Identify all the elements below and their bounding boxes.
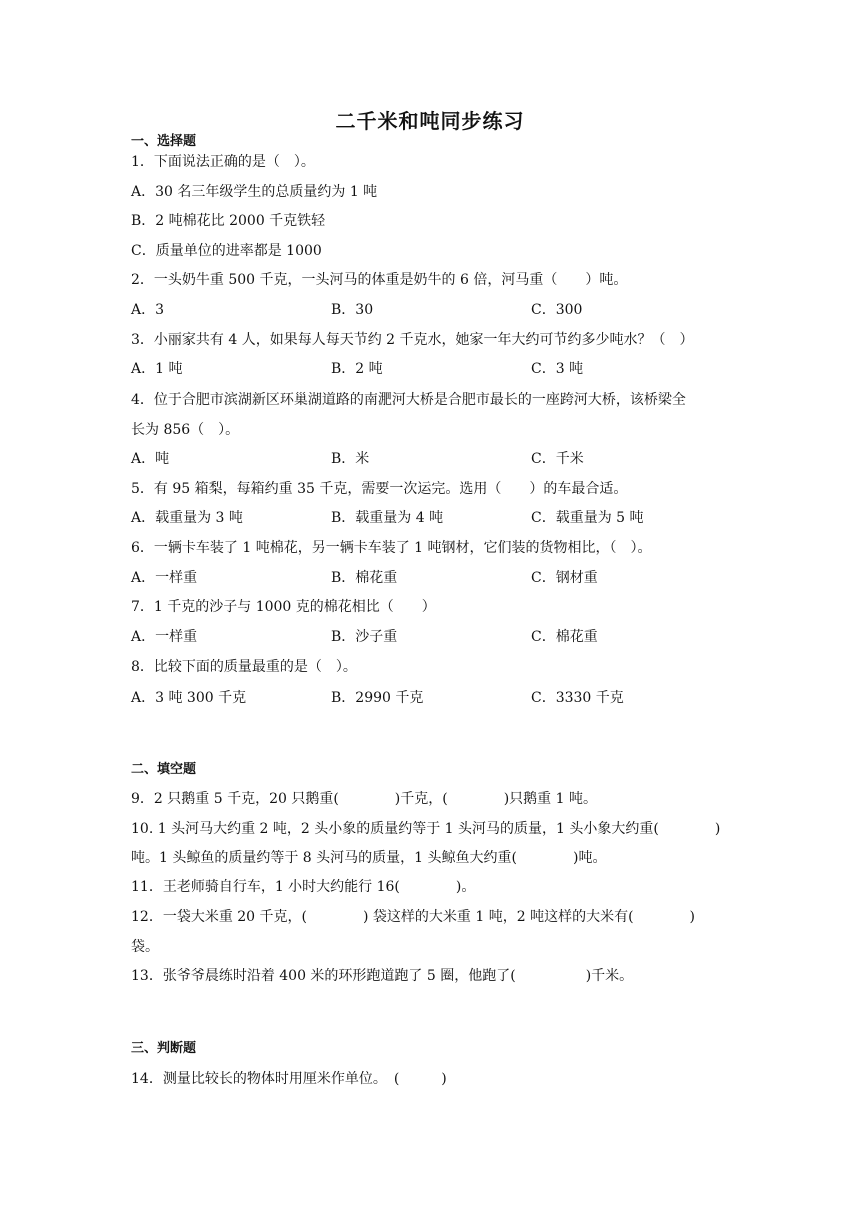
question-4-option-c: C．千米: [531, 451, 584, 467]
question-3-option-c: C．3 吨: [531, 361, 584, 377]
question-7-stem: 7．1 千克的沙子与 1000 克的棉花相比（ ）: [131, 599, 436, 615]
question-4-stem-line-1: 4．位于合肥市滨湖新区环巢湖道路的南淝河大桥是合肥市最长的一座跨河大桥，该桥梁全: [131, 392, 686, 408]
question-6-option-b: B．棉花重: [331, 570, 398, 586]
page-title: 二千米和吨同步练习: [335, 109, 525, 133]
question-8-option-b: B．2990 千克: [331, 690, 424, 706]
question-6-option-a: A．一样重: [131, 570, 198, 586]
question-6-option-c: C．钢材重: [531, 570, 598, 586]
question-6-stem: 6．一辆卡车装了 1 吨棉花，另一辆卡车装了 1 吨钢材，它们装的货物相比，（ ）。: [131, 540, 652, 556]
question-4-stem-line-2: 长为 856（ ）。: [131, 422, 240, 438]
question-4-option-b: B．米: [331, 451, 370, 467]
question-8-option-a: A．3 吨 300 千克: [131, 690, 247, 706]
question-12-line-1: 12．一袋大米重 20 千克，( ) 袋这样的大米重 1 吨，2 吨这样的大米有( ): [131, 909, 695, 925]
question-1-option-c: C．质量单位的进率都是 1000: [131, 243, 322, 259]
question-2-option-b: B．30: [331, 302, 374, 318]
question-7-option-b: B．沙子重: [331, 629, 398, 645]
question-2-option-c: C．300: [531, 302, 583, 318]
question-3-option-a: A．1 吨: [131, 361, 183, 377]
section-heading-choice: 一、选择题: [131, 134, 197, 149]
question-5-option-a: A．载重量为 3 吨: [131, 510, 243, 526]
question-2-option-a: A．3: [131, 302, 165, 318]
question-7-option-a: A．一样重: [131, 629, 198, 645]
question-5-stem: 5．有 95 箱梨，每箱约重 35 千克，需要一次运完。选用（ ）的车最合适。: [131, 481, 628, 497]
question-10-line-2: 吨。1 头鲸鱼的质量约等于 8 头河马的质量，1 头鲸鱼大约重( )吨。: [131, 850, 607, 866]
question-14: 14．测量比较长的物体时用厘米作单位。 ( ): [131, 1071, 447, 1087]
question-12-line-2: 袋。: [131, 939, 159, 955]
question-4-option-a: A．吨: [131, 451, 170, 467]
question-1-option-a: A．30 名三年级学生的总质量约为 1 吨: [131, 184, 378, 200]
question-10-line-1: 10. 1 头河马大约重 2 吨，2 头小象的质量约等于 1 头河马的质量，1 头小象大约重( ): [131, 821, 721, 837]
question-3-option-b: B．2 吨: [331, 361, 383, 377]
question-1-stem: 1．下面说法正确的是（ ）。: [131, 154, 315, 170]
question-8-option-c: C．3330 千克: [531, 690, 624, 706]
section-heading-fill: 二、填空题: [131, 762, 197, 777]
question-8-stem: 8．比较下面的质量最重的是（ ）。: [131, 659, 357, 675]
question-9: 9．2 只鹅重 5 千克，20 只鹅重( )千克，( )只鹅重 1 吨。: [131, 791, 597, 807]
question-5-option-b: B．载重量为 4 吨: [331, 510, 444, 526]
question-11: 11．王老师骑自行车，1 小时大约能行 16( )。: [131, 879, 476, 895]
question-13: 13．张爷爷晨练时沿着 400 米的环形跑道跑了 5 圈，他跑了( )千米。: [131, 968, 634, 984]
question-1-option-b: B．2 吨棉花比 2000 千克铁轻: [131, 213, 326, 229]
question-2-stem: 2．一头奶牛重 500 千克，一头河马的体重是奶牛的 6 倍，河马重（ ）吨。: [131, 272, 628, 288]
question-5-option-c: C．载重量为 5 吨: [531, 510, 644, 526]
question-7-option-c: C．棉花重: [531, 629, 598, 645]
section-heading-judge: 三、判断题: [131, 1041, 197, 1056]
question-3-stem: 3．小丽家共有 4 人，如果每人每天节约 2 千克水，她家一年大约可节约多少吨水？（ ）: [131, 332, 694, 348]
